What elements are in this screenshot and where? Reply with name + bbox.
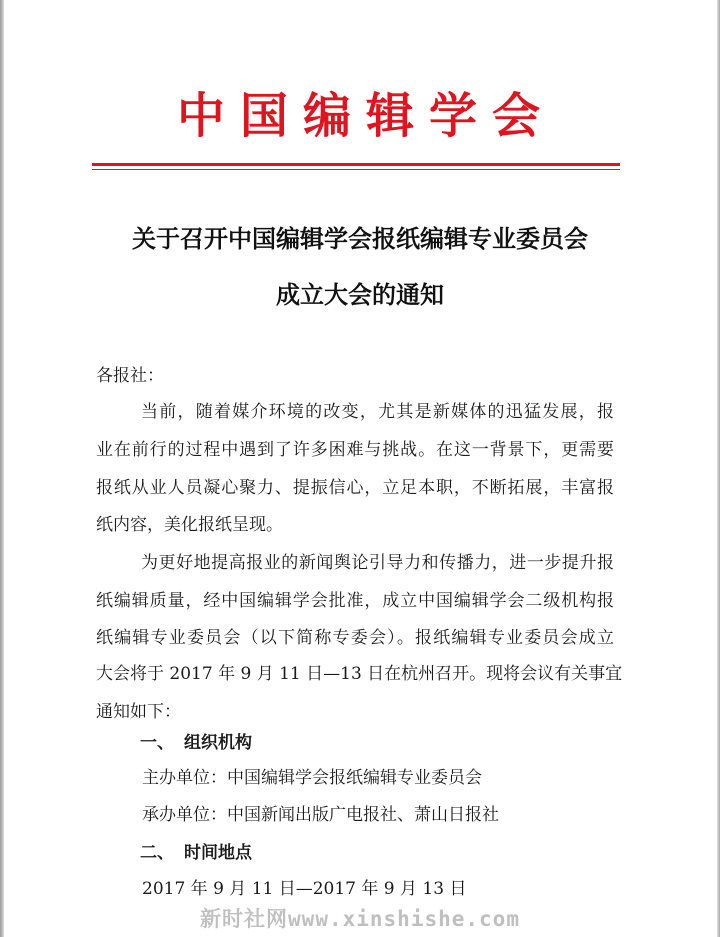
letterhead-rule-thick — [92, 163, 620, 166]
section1-host: 主办单位：中国编辑学会报纸编辑专业委员会 — [142, 768, 482, 788]
section1-number: 一、 — [140, 733, 174, 753]
section2-heading — [140, 841, 252, 865]
salutation: 各报社： — [96, 366, 164, 386]
document-title-line1: 关于召开中国编辑学会报纸编辑专业委员会 — [132, 224, 588, 253]
org-letterhead-title: 中国编辑学会 — [176, 88, 555, 144]
paragraph1-line: 业在前行的过程中遇到了许多困难与挑战。在这一背景下，更需要 — [96, 440, 614, 460]
section1-organizer: 承办单位：中国新闻出版广电报社、萧山日报社 — [142, 805, 499, 825]
section1-heading — [140, 731, 252, 755]
document-title-line2: 成立大会的通知 — [276, 280, 444, 309]
site-watermark: 新时社网www.xinshishe.com — [200, 907, 520, 931]
paragraph2-line: 纸编辑质量，经中国编辑学会批准，成立中国编辑学会二级机构报 — [96, 591, 614, 611]
section2-number: 二、 — [140, 843, 174, 863]
paragraph1-line: 纸内容，美化报纸呈现。 — [96, 515, 283, 535]
letterhead-rule-thin — [92, 169, 620, 170]
section2-dates: 2017 年 9 月 11 日—2017 年 9 月 13 日 — [142, 879, 467, 899]
paragraph1-line: 报纸从业人员凝心聚力、提振信心，立足本职，不断拓展，丰富报 — [96, 478, 614, 498]
paragraph2-line: 大会将于 2017 年 9 月 11 日—13 日在杭州召开。现将会议有关事宜 — [96, 664, 623, 684]
paragraph2-line: 通知如下： — [96, 702, 181, 722]
paragraph2-line: 纸编辑专业委员会（以下简称专委会）。报纸编辑专业委员会成立 — [96, 628, 614, 648]
section1-heading-text: 组织机构 — [184, 733, 252, 753]
section2-heading-text: 时间地点 — [184, 843, 252, 863]
paragraph2-line: 为更好地提高报业的新闻舆论引导力和传播力，进一步提升报 — [141, 553, 614, 573]
paragraph1-line: 当前，随着媒介环境的改变，尤其是新媒体的迅猛发展，报 — [141, 402, 614, 422]
